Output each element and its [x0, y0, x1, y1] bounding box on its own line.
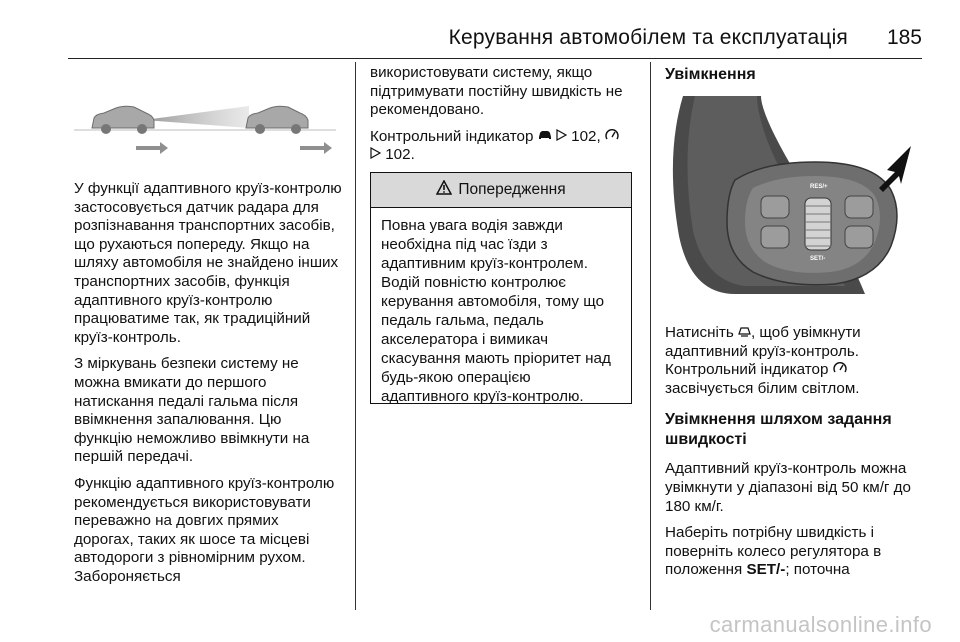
warning-box: [370, 172, 632, 404]
cruise-speedometer-icon: [833, 361, 847, 380]
cruise-button-icon: [738, 324, 751, 343]
chapter-title: Керування автомобілем та експлуатація: [448, 26, 848, 49]
page-number: 185: [886, 26, 922, 49]
page-header: [0, 0, 960, 56]
column-divider-1: [355, 62, 356, 610]
section-heading: Увімкнення шляхом задання швидкості: [665, 411, 892, 449]
indicator-line: [370, 128, 636, 165]
press-text-before: Натисніть: [665, 324, 734, 341]
car-indicator-icon: [538, 128, 552, 147]
radar-cars-illustration: [74, 70, 336, 168]
cruise-speedometer-icon: [605, 128, 619, 147]
press-instruction: [665, 324, 925, 398]
paragraph: Функцію адаптивного круїз-контролю рекомендується використовувати переважно на довгих прямих дорогах, таких як шосе та місцеві автодороги з рівномірним рухом. Забороняється: [74, 474, 335, 585]
set-button-label: SET/-: [746, 561, 786, 579]
paragraph: З міркувань безпеки систему не можна вмикати до першого натискання педалі гальма після ввімкнення запалювання. Цю функцію неможливо ввімкнути на першій передачі.: [74, 355, 310, 466]
wheel-set-label: SET/-: [810, 256, 826, 262]
book-reference-icon: [370, 146, 381, 165]
header-rule: [68, 58, 922, 59]
paragraph: У функції адаптивного круїз-контролю застосовується датчик радара для розпізнавання транспортних засобів, що рухаються попереду. Якщо на шляху автомобіля не знайдено інших транспортних засобів, функція адаптивного круїз-контролю працюватиме так, як традиційний круїз-контроль.: [74, 180, 342, 346]
set-text-after: ; поточна: [785, 561, 850, 579]
column-divider-2: [650, 62, 651, 610]
watermark: carmanualsonline.info: [709, 612, 932, 637]
steering-wheel-illustration: [665, 96, 927, 294]
middle-column: [370, 64, 636, 173]
warning-text: Повна увага водія завжди необхідна під час їзди з адаптивним круїз-контролем. Водій повністю контролює керування автомобіля, тому що педаль гальма, педаль акселератора і вимикач скасування мають пріоритет над будь-якою операцією адаптивного круїз-контролю.: [381, 217, 611, 405]
warning-header: [371, 173, 631, 208]
press-text-after: , щоб увімкнути адаптивний круїз-контроль.: [665, 324, 861, 360]
indicator-text-after: засвічується білим світлом.: [665, 379, 860, 397]
indicator-text: Контрольний індикатор: [370, 127, 534, 145]
indicator-text-before: Контрольний індикатор: [665, 361, 829, 379]
paragraph: використовувати систему, якщо підтримувати постійну швидкість не рекомендовано.: [370, 64, 623, 119]
book-reference-icon: [556, 128, 567, 147]
wheel-res-label: RES/+: [810, 184, 828, 190]
warning-title: Попередження: [458, 181, 566, 198]
section-heading: Увімкнення: [665, 66, 756, 83]
page-reference: 102,: [571, 127, 601, 145]
set-text-before: Наберіть потрібну швидкість і поверніть колесо регулятора в положення: [665, 524, 882, 579]
set-instruction: [665, 524, 925, 580]
section-title-enable: [665, 66, 925, 85]
warning-triangle-icon: [436, 180, 452, 200]
right-column-text: [665, 324, 925, 588]
left-column: [74, 180, 342, 594]
paragraph: Адаптивний круїз-контроль можна увімкнути у діапазоні від 50 км/г до 180 км/г.: [665, 460, 911, 515]
page-reference: 102.: [385, 146, 415, 164]
